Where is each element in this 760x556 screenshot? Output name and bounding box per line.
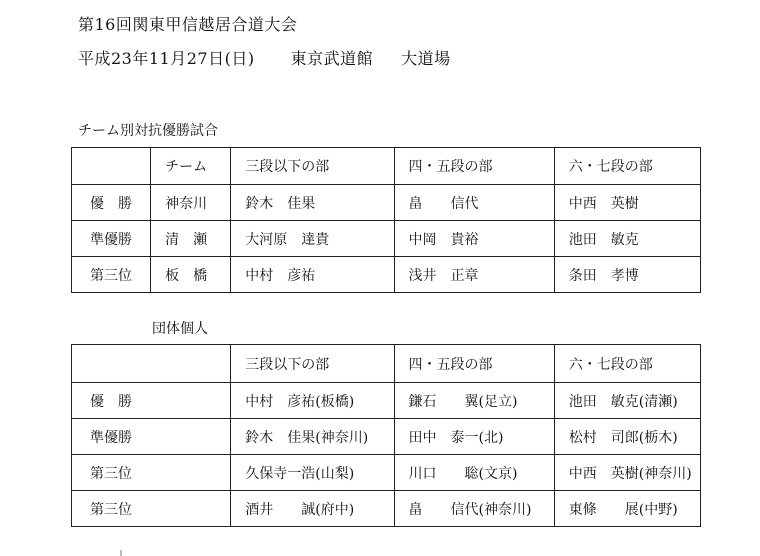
team-cell: 神奈川 [151, 185, 231, 221]
column-header [72, 345, 231, 383]
team-results-table [71, 147, 701, 293]
table-cell: 中西 英樹 [554, 185, 700, 221]
event-info [78, 46, 451, 69]
event-date: 平成23年11月27日(日) [78, 49, 255, 68]
rank-cell: 第三位 [72, 491, 231, 527]
table-header-row [72, 148, 701, 185]
column-header: チーム [151, 148, 231, 185]
column-header [72, 148, 151, 185]
table-cell: 松村 司郎(栃木) [554, 419, 700, 455]
table-cell: 中岡 貴裕 [394, 221, 554, 257]
event-hall: 大道場 [401, 49, 451, 68]
table-row [72, 383, 701, 419]
table-cell: 久保寺一浩(山梨) [231, 455, 394, 491]
table-cell: 東條 展(中野) [554, 491, 700, 527]
table-cell: 畠 信代 [394, 185, 554, 221]
table-cell: 田中 泰一(北) [394, 419, 554, 455]
table-cell: 酒井 誠(府中) [231, 491, 394, 527]
scan-mark [120, 550, 122, 556]
table-cell: 池田 敏克 [554, 221, 700, 257]
table-row [72, 221, 701, 257]
column-header: 四・五段の部 [394, 148, 554, 185]
rank-cell: 第三位 [72, 455, 231, 491]
table-cell: 鈴木 佳果 [231, 185, 394, 221]
individual-section-label: 団体個人 [152, 321, 208, 337]
rank-cell: 優 勝 [72, 185, 151, 221]
table-cell: 浅井 正章 [394, 257, 554, 293]
column-header: 六・七段の部 [554, 345, 700, 383]
team-cell: 清 瀬 [151, 221, 231, 257]
table-cell: 条田 孝博 [554, 257, 700, 293]
team-section-label: チーム別対抗優勝試合 [78, 123, 218, 139]
table-row [72, 455, 701, 491]
individual-results-table [71, 344, 701, 527]
column-header: 四・五段の部 [394, 345, 554, 383]
table-cell: 中村 彦祐 [231, 257, 394, 293]
column-header: 三段以下の部 [231, 148, 394, 185]
table-cell: 畠 信代(神奈川) [394, 491, 554, 527]
table-cell: 大河原 達貴 [231, 221, 394, 257]
table-cell: 中村 彦祐(板橋) [231, 383, 394, 419]
column-header: 三段以下の部 [231, 345, 394, 383]
table-cell: 川口 聡(文京) [394, 455, 554, 491]
column-header: 六・七段の部 [554, 148, 700, 185]
rank-cell: 優 勝 [72, 383, 231, 419]
event-venue: 東京武道館 [290, 49, 374, 68]
rank-cell: 準優勝 [72, 221, 151, 257]
rank-cell: 準優勝 [72, 419, 231, 455]
table-row [72, 419, 701, 455]
table-header-row [72, 345, 701, 383]
table-cell: 池田 敏克(清瀬) [554, 383, 700, 419]
table-cell: 鎌石 翼(足立) [394, 383, 554, 419]
team-cell: 板 橋 [151, 257, 231, 293]
table-cell: 中西 英樹(神奈川) [554, 455, 700, 491]
rank-cell: 第三位 [72, 257, 151, 293]
table-row [72, 491, 701, 527]
table-row [72, 257, 701, 293]
page-title: 第16回関東甲信越居合道大会 [78, 15, 298, 34]
table-cell: 鈴木 佳果(神奈川) [231, 419, 394, 455]
table-row [72, 185, 701, 221]
